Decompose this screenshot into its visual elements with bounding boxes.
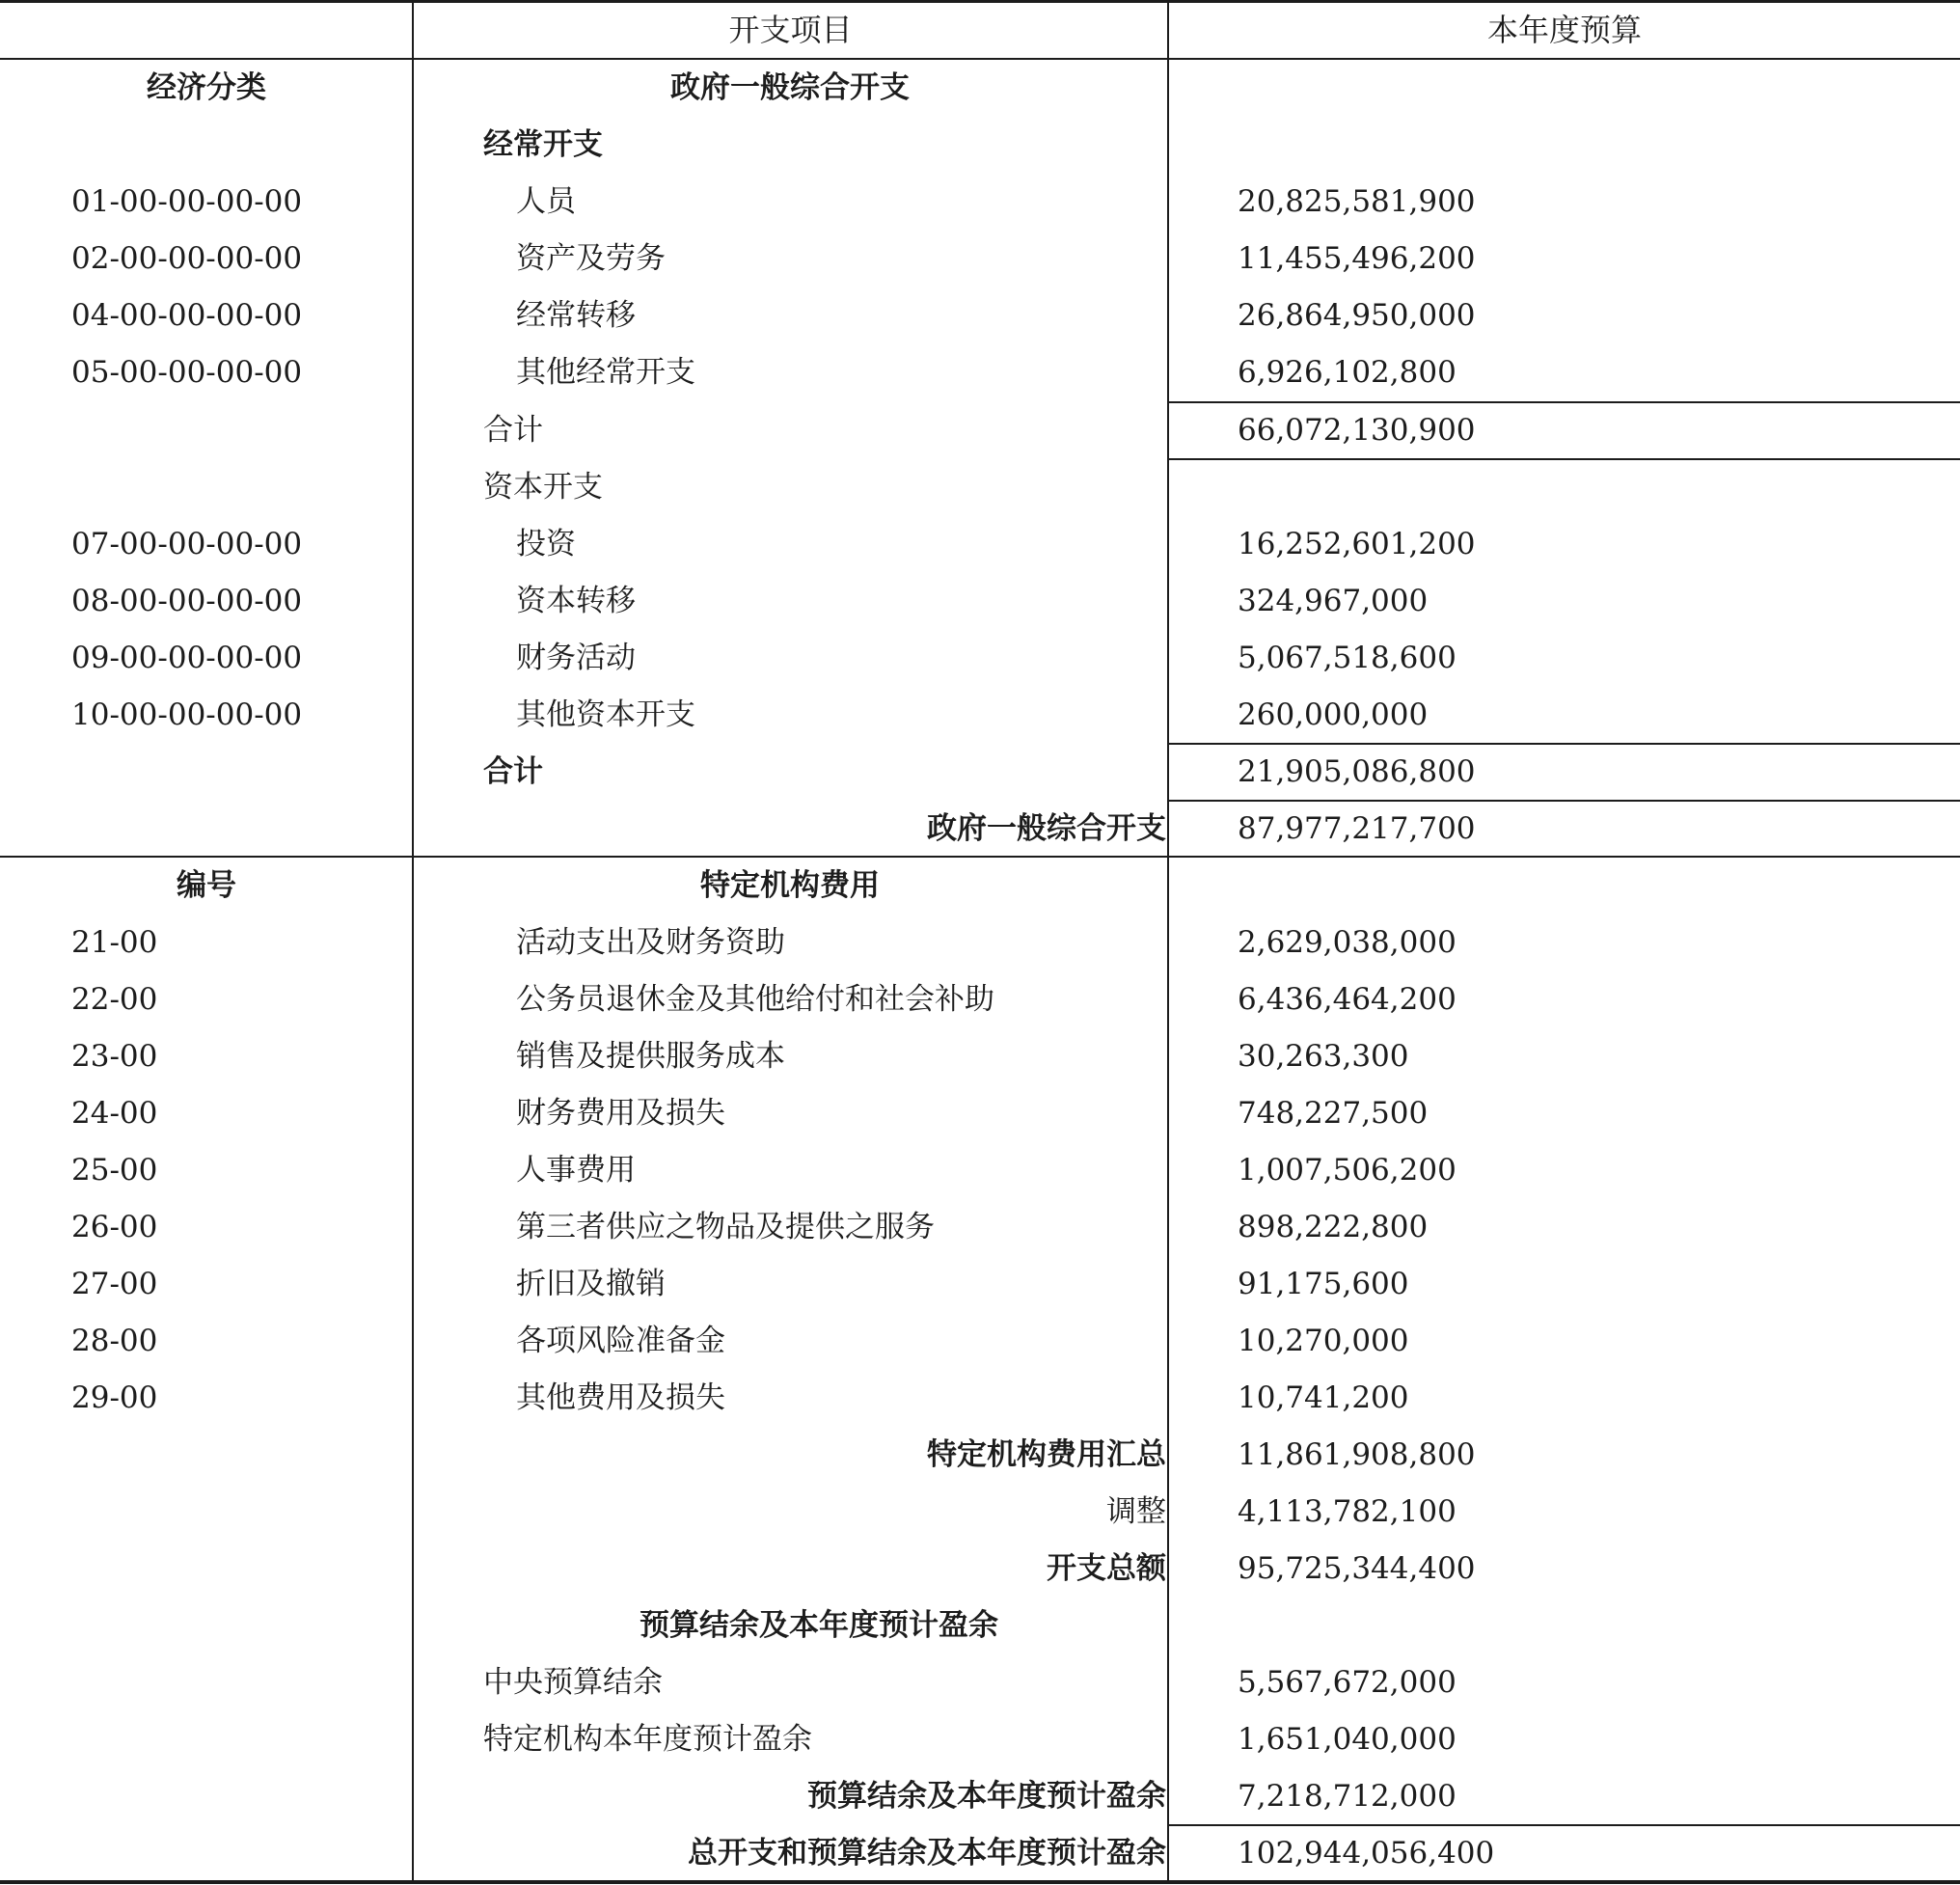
item-amount: 260,000,000 bbox=[1238, 697, 1429, 732]
table-row bbox=[0, 1028, 1960, 1085]
column-header-budget: 本年度预算 bbox=[1486, 12, 1642, 48]
item-amount: 26,864,950,000 bbox=[1238, 298, 1476, 333]
table-row bbox=[0, 1711, 1960, 1768]
table-row bbox=[0, 516, 1960, 573]
summary-label: 特定机构费用汇总 bbox=[927, 1437, 1166, 1472]
item-amount: 1,651,040,000 bbox=[1238, 1722, 1456, 1757]
item-amount: 6,436,464,200 bbox=[1238, 982, 1456, 1017]
item-label: 资产及劳务 bbox=[516, 241, 666, 276]
subtotal-row bbox=[0, 1768, 1960, 1825]
code-column-heading: 编号 bbox=[177, 868, 236, 903]
item-label: 财务费用及损失 bbox=[516, 1096, 725, 1131]
item-label: 其他资本开支 bbox=[516, 697, 695, 732]
subtotal-label: 预算结余及本年度预计盈余 bbox=[807, 1779, 1166, 1814]
table-row bbox=[0, 1142, 1960, 1199]
economic-code: 08-00-00-00-00 bbox=[71, 584, 303, 618]
item-amount: 898,222,800 bbox=[1238, 1210, 1429, 1244]
item-label: 资本转移 bbox=[516, 584, 636, 618]
item-label: 其他经常开支 bbox=[516, 355, 695, 390]
item-label: 中央预算结余 bbox=[483, 1665, 663, 1700]
table-row bbox=[0, 915, 1960, 971]
item-label: 经常转移 bbox=[516, 298, 636, 333]
item-code: 27-00 bbox=[71, 1267, 158, 1301]
section-title: 特定机构费用 bbox=[700, 868, 880, 903]
table-row bbox=[0, 1256, 1960, 1313]
item-label: 其他费用及损失 bbox=[516, 1380, 725, 1415]
economic-code: 02-00-00-00-00 bbox=[71, 241, 303, 276]
item-amount: 10,741,200 bbox=[1238, 1380, 1409, 1415]
item-amount: 748,227,500 bbox=[1238, 1096, 1429, 1131]
item-amount: 5,567,672,000 bbox=[1238, 1665, 1456, 1700]
item-code: 25-00 bbox=[71, 1153, 158, 1188]
expense-total-amount: 95,725,344,400 bbox=[1238, 1551, 1476, 1586]
item-amount: 11,455,496,200 bbox=[1238, 241, 1476, 276]
item-code: 23-00 bbox=[71, 1039, 158, 1074]
item-label: 销售及提供服务成本 bbox=[516, 1039, 785, 1074]
item-amount: 324,967,000 bbox=[1238, 584, 1429, 618]
economic-code: 01-00-00-00-00 bbox=[71, 184, 303, 219]
item-amount: 1,007,506,200 bbox=[1238, 1153, 1456, 1188]
group-heading: 资本开支 bbox=[483, 470, 603, 505]
item-amount: 5,067,518,600 bbox=[1238, 641, 1456, 675]
table-row bbox=[0, 344, 1960, 401]
table-row bbox=[0, 1199, 1960, 1256]
adjustment-row bbox=[0, 1484, 1960, 1541]
subtotal-amount: 66,072,130,900 bbox=[1238, 413, 1476, 448]
item-amount: 16,252,601,200 bbox=[1238, 527, 1476, 561]
subtotal-amount: 21,905,086,800 bbox=[1238, 754, 1476, 789]
economic-code: 10-00-00-00-00 bbox=[71, 697, 303, 732]
item-amount: 2,629,038,000 bbox=[1238, 925, 1456, 960]
item-label: 特定机构本年度预计盈余 bbox=[483, 1722, 812, 1757]
adjustment-label: 调整 bbox=[1106, 1494, 1166, 1529]
item-label: 折旧及撤销 bbox=[516, 1267, 666, 1301]
table-row bbox=[0, 231, 1960, 287]
subtotal-label: 合计 bbox=[483, 413, 543, 448]
table-row bbox=[0, 1370, 1960, 1427]
table-row bbox=[0, 630, 1960, 687]
item-label: 投资 bbox=[516, 527, 576, 561]
total-label: 政府一般综合开支 bbox=[927, 811, 1166, 846]
section-heading-row bbox=[0, 60, 1960, 117]
total-row bbox=[0, 801, 1960, 858]
summary-row bbox=[0, 1427, 1960, 1484]
section-heading-row bbox=[0, 858, 1960, 915]
grand-total-amount: 102,944,056,400 bbox=[1238, 1836, 1495, 1871]
expense-total-row bbox=[0, 1541, 1960, 1598]
expense-total-label: 开支总额 bbox=[1047, 1551, 1166, 1586]
item-amount: 30,263,300 bbox=[1238, 1039, 1409, 1074]
table-row bbox=[0, 687, 1960, 744]
subtotal-row bbox=[0, 402, 1960, 459]
section-title: 政府一般综合开支 bbox=[670, 70, 910, 105]
group-heading: 经常开支 bbox=[483, 127, 603, 162]
section-heading-row bbox=[0, 1598, 1960, 1654]
grand-total-row bbox=[0, 1825, 1960, 1882]
item-code: 28-00 bbox=[71, 1324, 158, 1358]
group-heading-row bbox=[0, 459, 1960, 516]
item-code: 21-00 bbox=[71, 925, 158, 960]
item-code: 22-00 bbox=[71, 982, 158, 1017]
table-row bbox=[0, 1085, 1960, 1142]
grand-total-label: 总开支和预算结余及本年度预计盈余 bbox=[688, 1836, 1166, 1871]
subtotal-row bbox=[0, 744, 1960, 801]
table-row bbox=[0, 287, 1960, 344]
item-label: 公务员退休金及其他给付和社会补助 bbox=[516, 982, 994, 1017]
item-amount: 20,825,581,900 bbox=[1238, 184, 1476, 219]
item-amount: 10,270,000 bbox=[1238, 1324, 1409, 1358]
item-label: 人事费用 bbox=[516, 1153, 636, 1188]
item-code: 24-00 bbox=[71, 1096, 158, 1131]
item-label: 人员 bbox=[516, 184, 576, 219]
item-label: 各项风险准备金 bbox=[516, 1324, 725, 1358]
adjustment-amount: 4,113,782,100 bbox=[1238, 1494, 1456, 1529]
item-code: 29-00 bbox=[71, 1380, 158, 1415]
item-code: 26-00 bbox=[71, 1210, 158, 1244]
item-label: 活动支出及财务资助 bbox=[516, 925, 785, 960]
item-amount: 91,175,600 bbox=[1238, 1267, 1409, 1301]
economic-code: 09-00-00-00-00 bbox=[71, 641, 303, 675]
table-row bbox=[0, 573, 1960, 630]
economic-code: 07-00-00-00-00 bbox=[71, 527, 303, 561]
summary-amount: 11,861,908,800 bbox=[1238, 1437, 1476, 1472]
subtotal-label: 合计 bbox=[483, 754, 543, 789]
table-row bbox=[0, 174, 1960, 231]
column-header-item: 开支项目 bbox=[728, 12, 853, 48]
item-label: 财务活动 bbox=[516, 641, 636, 675]
item-label: 第三者供应之物品及提供之服务 bbox=[516, 1210, 935, 1244]
economic-code: 05-00-00-00-00 bbox=[71, 355, 303, 390]
total-amount: 87,977,217,700 bbox=[1238, 811, 1476, 846]
table-row bbox=[0, 1654, 1960, 1711]
economic-code: 04-00-00-00-00 bbox=[71, 298, 303, 333]
code-column-heading: 经济分类 bbox=[147, 70, 266, 105]
section-title: 预算结余及本年度预计盈余 bbox=[640, 1608, 998, 1643]
subtotal-amount: 7,218,712,000 bbox=[1238, 1779, 1456, 1814]
group-heading-row bbox=[0, 117, 1960, 174]
table-row bbox=[0, 1313, 1960, 1370]
table-row bbox=[0, 971, 1960, 1028]
item-amount: 6,926,102,800 bbox=[1238, 355, 1456, 390]
